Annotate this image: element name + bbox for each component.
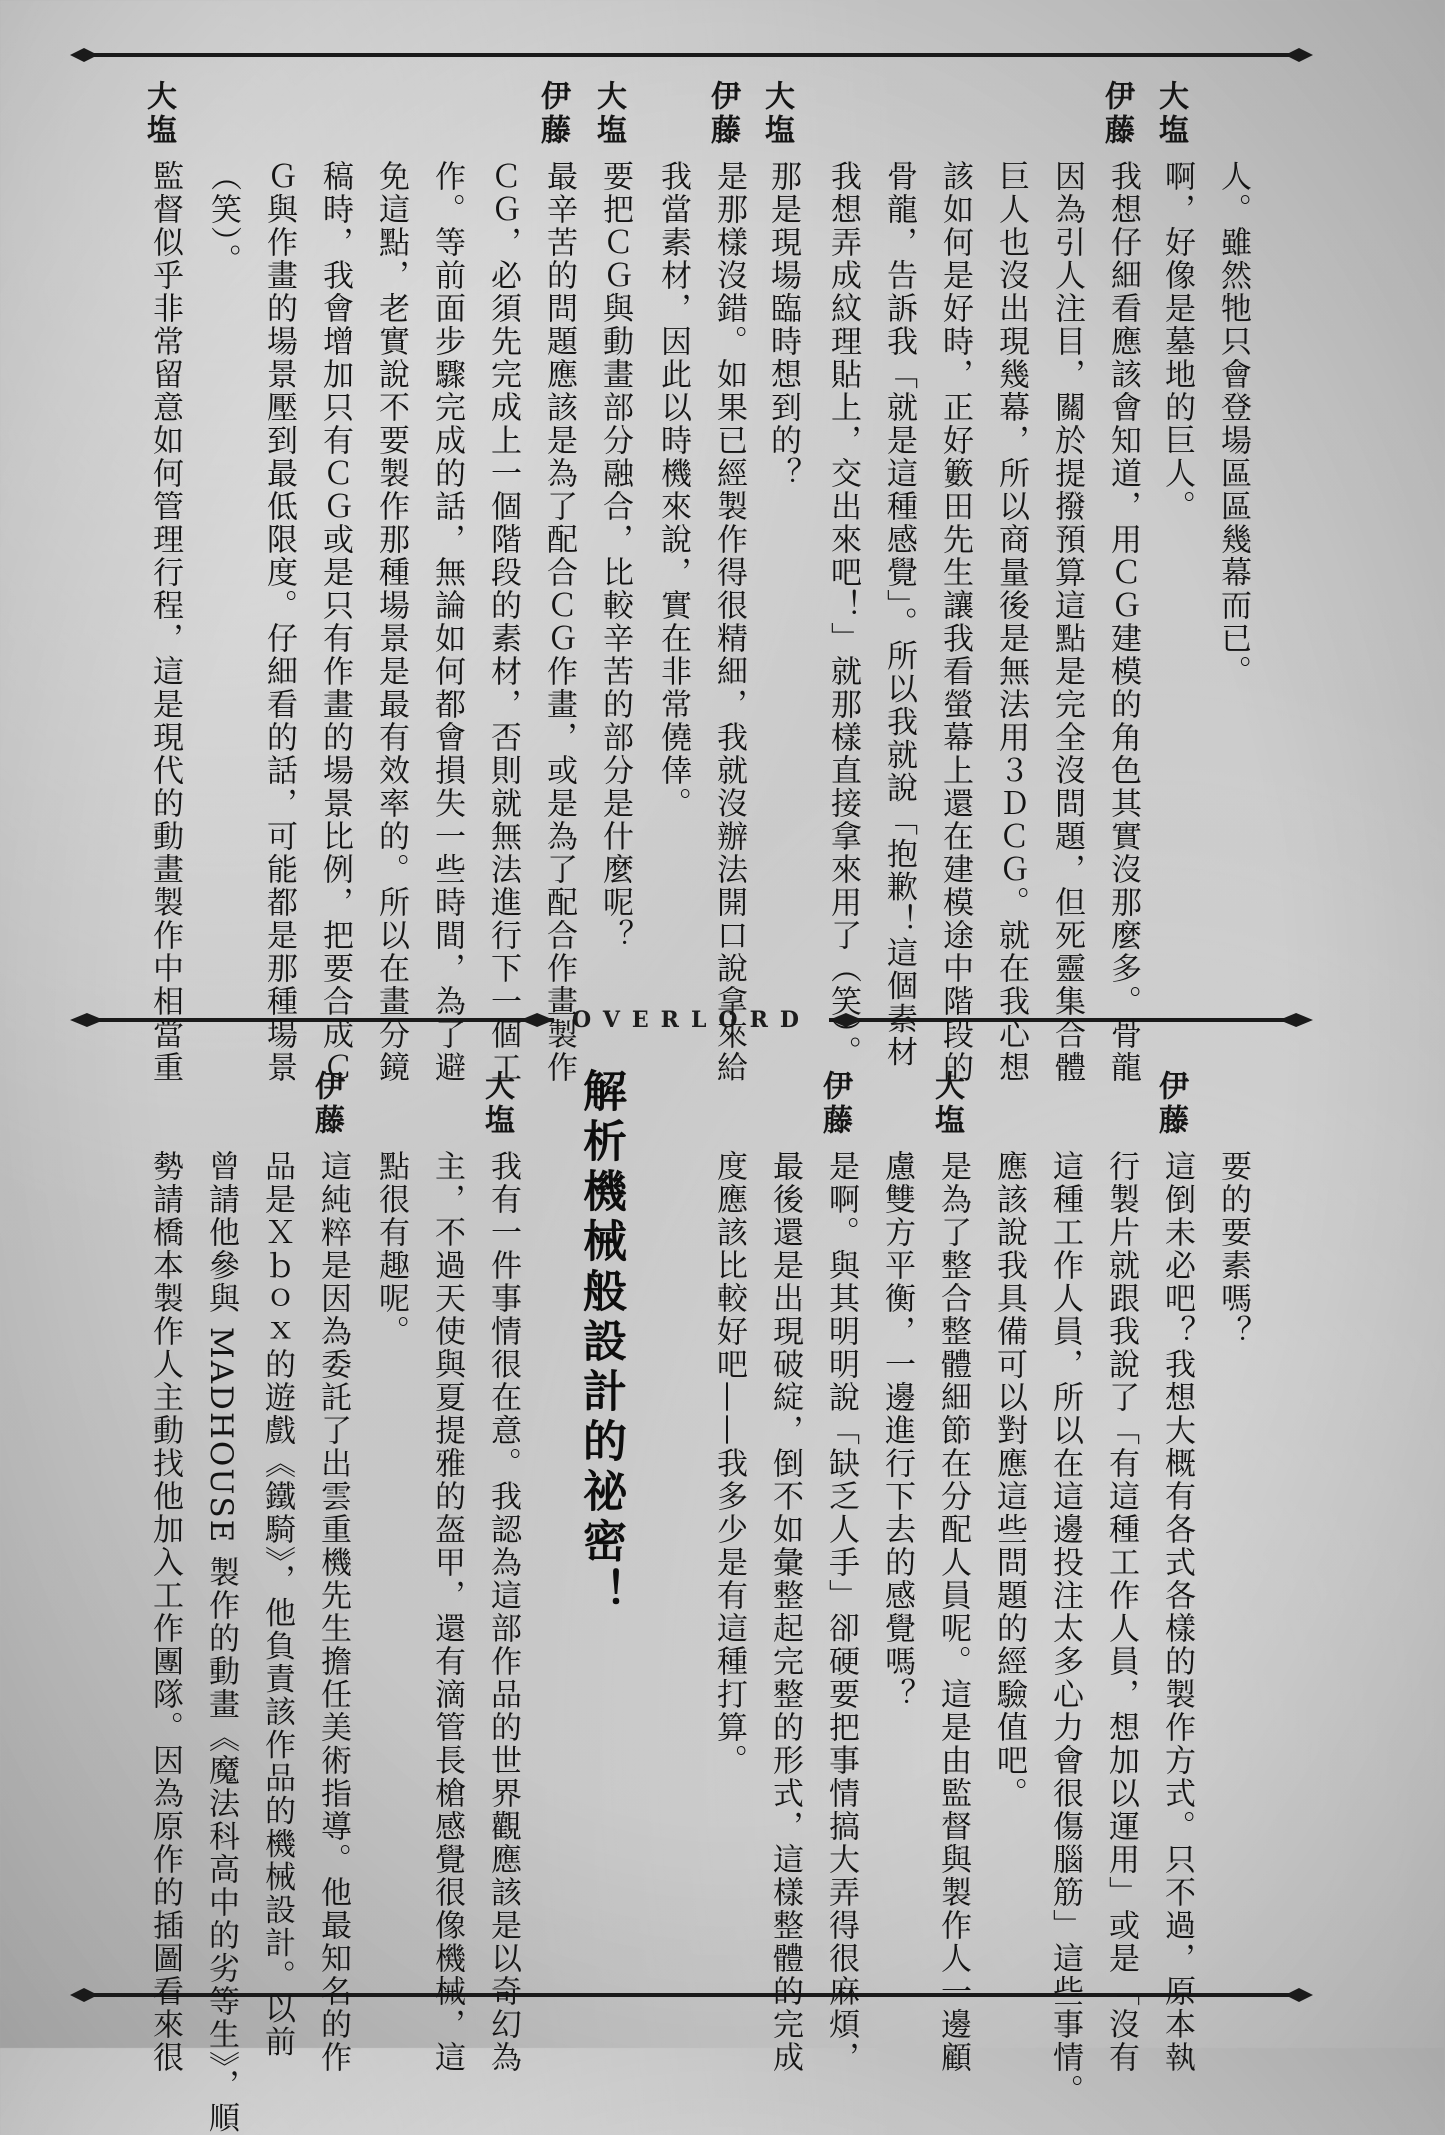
text-line: 我有一件事情很在意。我認為這部作品的世界觀應該是以奇幻為 xyxy=(485,1150,521,2074)
text-line: 巨人也沒出現幾幕，所以商量後是無法用３ＤＣＧ。就在我心想 xyxy=(993,160,1029,1084)
speaker-label-otsuka: 大塩 xyxy=(759,80,794,148)
text-line: 這倒未必吧？我想大概有各式各樣的製作方式。只不過，原本執 xyxy=(1159,1150,1195,2074)
text-line: 品是Ｘｂｏｘ的遊戲《鐵騎》，他負責該作品的機械設計。以前 xyxy=(259,1150,295,2059)
overlord-logo: OVERLORD xyxy=(572,1007,811,1033)
speaker-label-ito: 伊藤 xyxy=(535,80,570,148)
speaker-label-otsuka: 大塩 xyxy=(479,1070,514,1138)
text-line: 骨龍，告訴我「就是這種感覺」。所以我就說「抱歉！這個素材 xyxy=(881,160,917,1069)
speaker-label-otsuka: 大塩 xyxy=(929,1070,964,1138)
text-line: 行製片就跟我說了「有這種工作人員，想加以運用」或是「沒有 xyxy=(1103,1150,1139,2074)
text-line: 該如何是好時，正好籔田先生讓我看螢幕上還在建模途中階段的 xyxy=(937,160,973,1084)
text-line: ＣＧ，必須先完成上一個階段的素材，否則就無法進行下一個工 xyxy=(485,160,521,1084)
speaker-label-otsuka: 大塩 xyxy=(1153,80,1188,148)
text-line: 慮雙方平衡，一邊進行下去的感覺嗎？ xyxy=(879,1150,915,1711)
text-line: 點很有趣呢。 xyxy=(373,1150,409,1348)
text-line: 最後還是出現破綻，倒不如彙整起完整的形式，這樣整體的完成 xyxy=(767,1150,803,2074)
text-line: 監督似乎非常留意如何管理行程，這是現代的動畫製作中相當重 xyxy=(147,160,183,1084)
text-line: 要把ＣＧ與動畫部分融合，比較辛苦的部分是什麼呢？ xyxy=(597,160,633,952)
speaker-label-otsuka: 大塩 xyxy=(591,80,626,148)
text-line: 是那樣沒錯。如果已經製作得很精細，我就沒辦法開口說拿來給 xyxy=(711,160,747,1084)
text-line: 主，不過天使與夏提雅的盔甲，還有滴管長槍感覺很像機械，這 xyxy=(429,1150,465,2074)
speaker-label-otsuka: 大塩 xyxy=(141,80,176,148)
text-line: 是啊。與其明明說「缺乏人手」卻硬要把事情搞大弄得很麻煩， xyxy=(823,1150,859,2074)
text-line: 我想弄成紋理貼上，交出來吧！」就那樣直接拿來用了（笑）。 xyxy=(825,160,861,1069)
speaker-label-ito: 伊藤 xyxy=(1099,80,1134,148)
speaker-label-ito: 伊藤 xyxy=(705,80,740,148)
text-line: 人。雖然牠只會登場區區幾幕而已。 xyxy=(1215,160,1251,688)
speaker-label-ito: 伊藤 xyxy=(309,1070,344,1138)
text-line: 我想仔細看應該會知道，用ＣＧ建模的角色其實沒那麼多。骨龍 xyxy=(1105,160,1141,1084)
text-line: 曾請他參與 MADHOUSE 製作的動畫《魔法科高中的劣等生》，順 xyxy=(203,1150,239,2135)
top-ornament-rule xyxy=(70,45,1313,65)
text-line: 我當素材，因此以時機來說，實在非常僥倖。 xyxy=(655,160,691,820)
section-heading: 解析機械般設計的祕密！ xyxy=(575,1068,626,1618)
text-line: 稿時，我會增加只有ＣＧ或是只有作畫的場景比例，把要合成Ｃ xyxy=(317,160,353,1084)
speaker-label-ito: 伊藤 xyxy=(1153,1070,1188,1138)
text-line: （笑）。 xyxy=(205,160,241,277)
text-line: 這種工作人員，所以在這邊投注太多心力會很傷腦筋」這些事情。 xyxy=(1047,1150,1083,2107)
text-line: 免這點，老實說不要製作那種場景是最有效率的。所以在畫分鏡 xyxy=(373,160,409,1084)
text-line: Ｇ與作畫的場景壓到最低限度。仔細看的話，可能都是那種場景 xyxy=(261,160,297,1084)
text-line: 那是現場臨時想到的？ xyxy=(765,160,801,490)
text-line: 啊，好像是墓地的巨人。 xyxy=(1159,160,1195,523)
text-line: 應該說我具備可以對應這些問題的經驗值吧。 xyxy=(991,1150,1027,1810)
text-line: 作。等前面步驟完成的話，無論如何都會損失一些時間，為了避 xyxy=(429,160,465,1084)
text-line: 最辛苦的問題應該是為了配合ＣＧ作畫，或是為了配合作畫製作 xyxy=(541,160,577,1084)
text-line: 要的要素嗎？ xyxy=(1215,1150,1251,1348)
text-line: 這純粹是因為委託了出雲重機先生擔任美術指導。他最知名的作 xyxy=(315,1150,351,2074)
text-line: 是為了整合整體細節在分配人員呢。這是由監督與製作人一邊顧 xyxy=(935,1150,971,2074)
speaker-label-ito: 伊藤 xyxy=(817,1070,852,1138)
text-line: 因為引人注目，關於提撥預算這點是完全沒問題，但死靈集合體 xyxy=(1049,160,1085,1084)
text-line: 度應該比較好吧——我多少是有這種打算。 xyxy=(711,1150,747,1777)
text-line: 勢請橋本製作人主動找他加入工作團隊。因為原作的插圖看來很 xyxy=(147,1150,183,2074)
